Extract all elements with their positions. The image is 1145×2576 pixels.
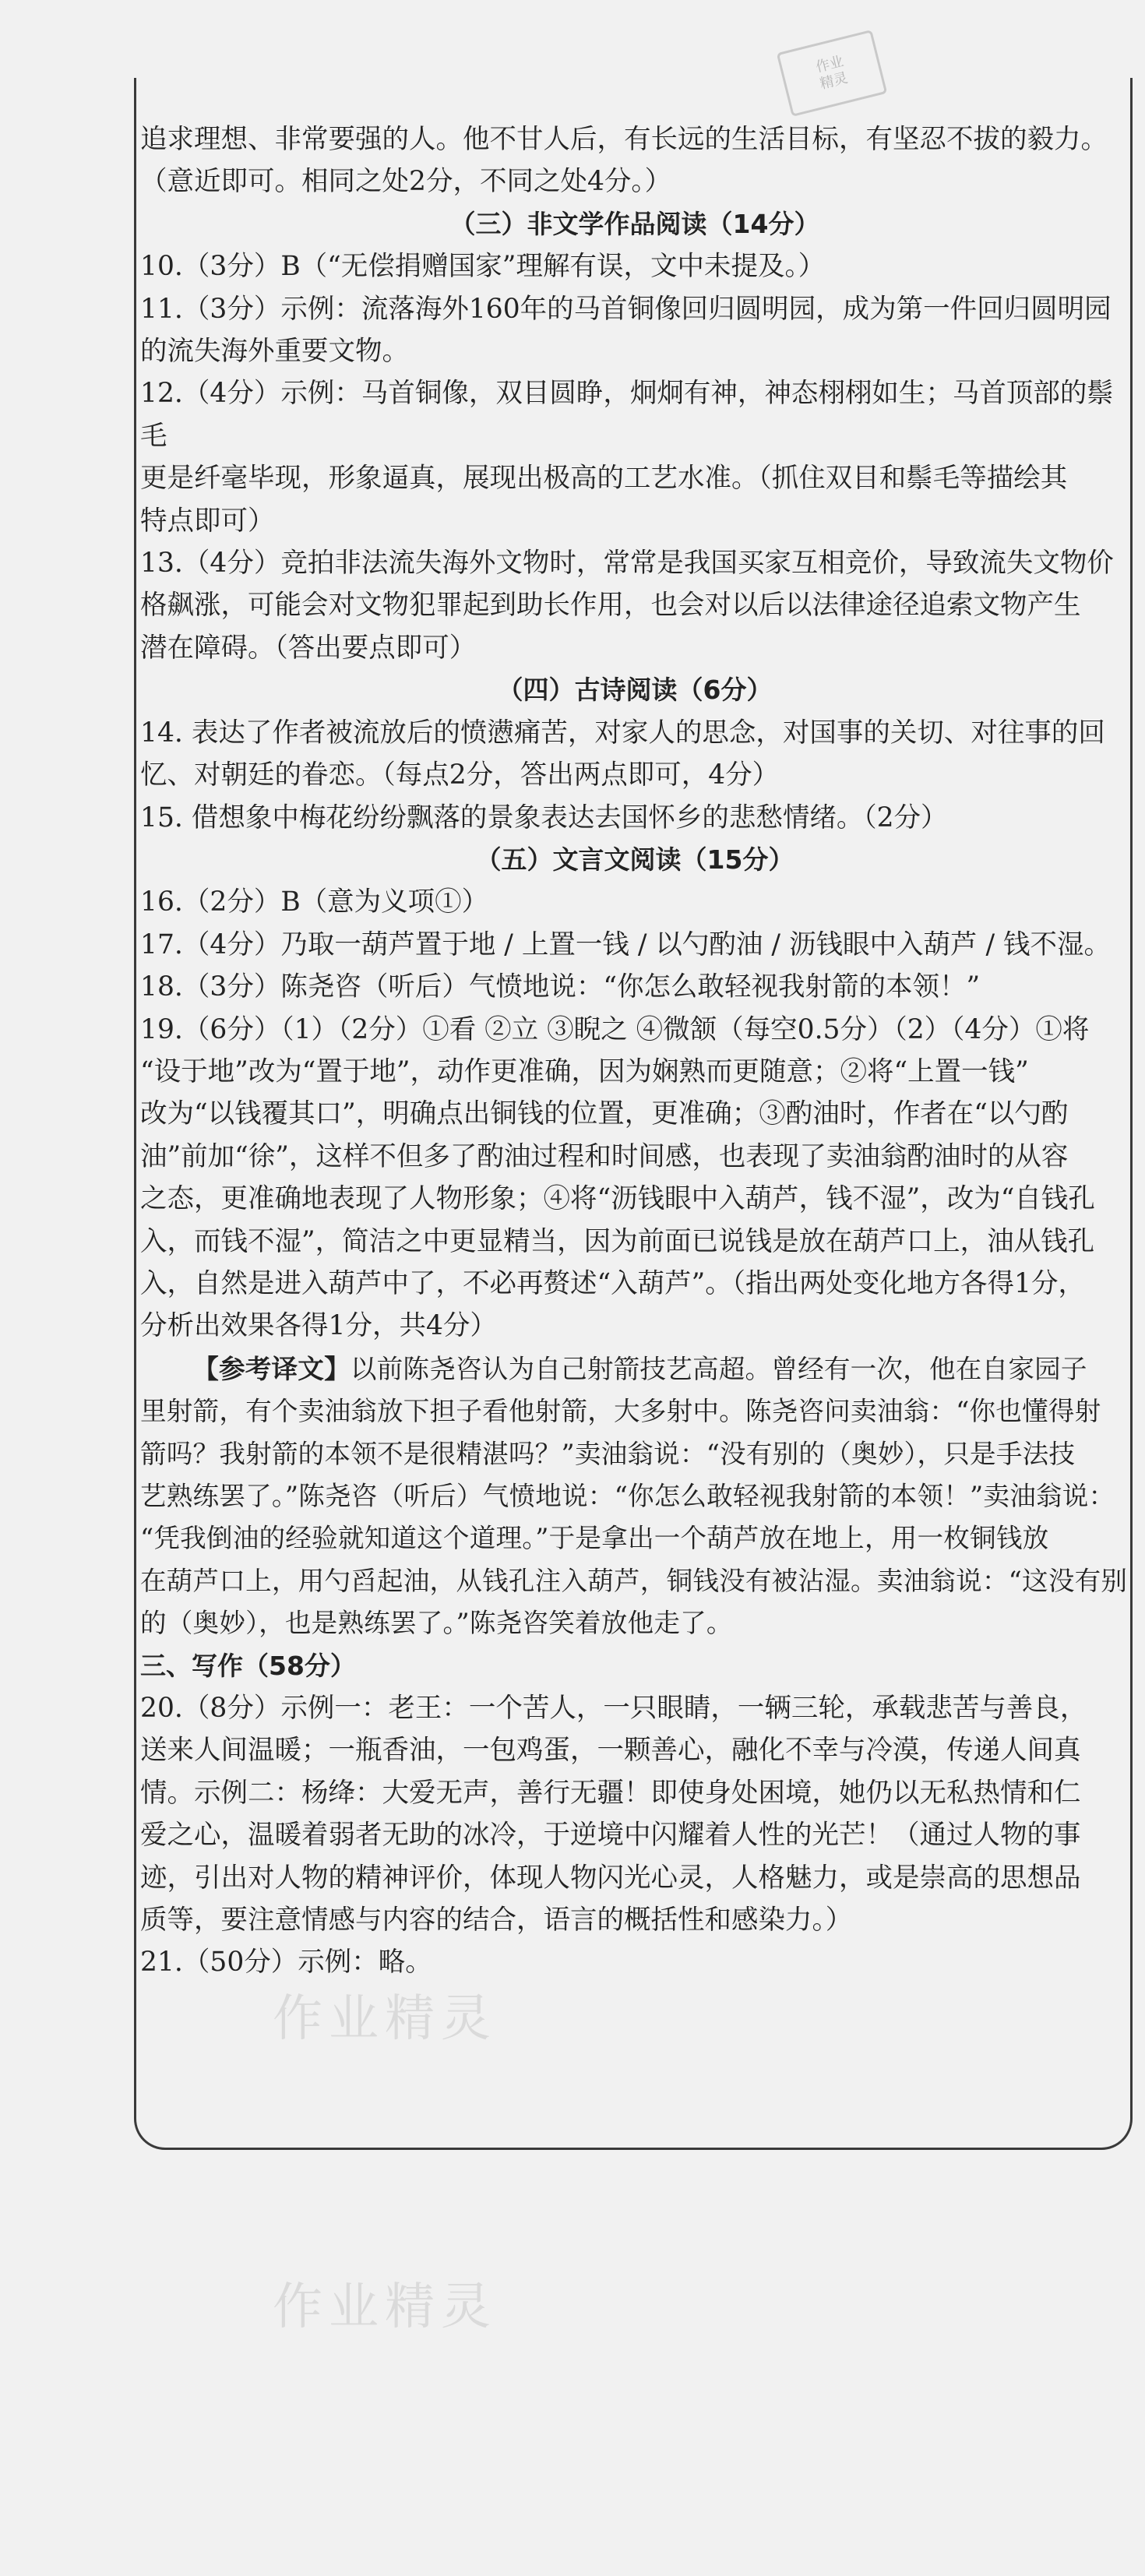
text-line: 之态，更准确地表现了人物形象；④将“沥钱眼中入葫芦，钱不湿”，改为“自钱孔 <box>140 1183 1095 1215</box>
translation-label: 【参考译文】 <box>192 1352 351 1384</box>
text-line: 格飙涨，可能会对文物犯罪起到助长作用，也会对以后以法律途径追索文物产生 <box>140 590 1081 622</box>
section-heading-3: （三）非文学作品阅读（14分） <box>449 208 820 239</box>
text-line: 分析出效果各得1分，共4分） <box>140 1310 497 1342</box>
section-heading-5: （五）文言文阅读（15分） <box>475 844 794 875</box>
text-line: “设于地”改为“置于地”，动作更准确，因为娴熟而更随意；②将“上置一钱” <box>140 1055 1029 1087</box>
translation-line <box>140 1348 1129 1390</box>
translation-text: 以前陈尧咨认为自己射箭技艺高超。曾经有一次，他在自家园子 <box>350 1353 1087 1384</box>
text-line: 忆、对朝廷的眷恋。（每点2分，答出两点即可，4分） <box>140 759 780 791</box>
text-line: 特点即可） <box>140 505 275 537</box>
translation-line: 里射箭，有个卖油翁放下担子看他射箭，大多射中。陈尧咨问卖油翁：“你也懂得射 <box>140 1396 1101 1427</box>
text-line: （意近即可。相同之处2分，不同之处4分。） <box>140 166 672 198</box>
text-line: 追求理想、非常要强的人。他不甘人后，有长远的生活目标，有坚忍不拔的毅力。 <box>140 124 1108 155</box>
translation-line: 的（奥妙），也是熟练罢了。”陈尧咨笑着放他走了。 <box>140 1608 733 1639</box>
text-line: 迹，引出对人物的精神评价，体现人物闪光心灵，人格魅力，或是崇高的思想品 <box>140 1862 1081 1894</box>
text-line: 情。示例二：杨绛：大爱无声，善行无疆！即使身处困境，她仍以无私热情和仁 <box>140 1777 1081 1809</box>
text-line: 送来人间温暖；一瓶香油，一包鸡蛋，一颗善心，融化不幸与冷漠，传递人间真 <box>140 1735 1081 1767</box>
translation-line: “凭我倒油的经验就知道这个道理。”于是拿出一个葫芦放在地上，用一枚铜钱放 <box>140 1523 1049 1554</box>
text-line: 入，自然是进入葫芦中了，不必再赘述“入葫芦”。（指出两处变化地方各得1分， <box>140 1267 1085 1299</box>
answer-14: 14. 表达了作者被流放后的愤懑痛苦，对家人的思念，对国事的关切、对往事的回 <box>140 717 1105 749</box>
text-line: 潜在障碍。（答出要点即可） <box>140 632 477 664</box>
watermark: 作业精灵 <box>273 2278 497 2336</box>
answer-17: 17.（4分）乃取一葫芦置于地 / 上置一钱 / 以勺酌油 / 沥钱眼中入葫芦 / 钱不湿。 <box>140 929 1112 960</box>
text-line: 的流失海外重要文物。 <box>140 336 409 368</box>
answer-16: 16.（2分）B（意为义项①） <box>140 886 489 918</box>
watermark: 作业精灵 <box>273 1990 497 2048</box>
answer-10: 10.（3分）B（“无偿捐赠国家”理解有误，文中未提及。） <box>140 251 826 283</box>
text-line: 改为“以钱覆其口”，明确点出铜钱的位置，更准确；③酌油时，作者在“以勺酌 <box>140 1098 1069 1130</box>
answer-21: 21.（50分）示例：略。 <box>140 1947 432 1979</box>
text-line: 质等，要注意情感与内容的结合，语言的概括性和感染力。） <box>140 1905 853 1936</box>
translation-line: 在葫芦口上，用勺舀起油，从钱孔注入葫芦，铜钱没有被沾湿。卖油翁说：“这没有别 <box>140 1565 1128 1596</box>
answer-19: 19.（6分）（1）（2分）①看 ②立 ③睨之 ④微颔（每空0.5分）（2）（4分）①将 <box>140 1013 1090 1045</box>
section-heading-writing: 三、写作（58分） <box>140 1650 356 1681</box>
answer-content <box>140 118 1129 1984</box>
answer-11: 11.（3分）示例：流落海外160年的马首铜像回归圆明园，成为第一件回归圆明园 <box>140 293 1112 325</box>
translation-line: 箭吗？我射箭的本领不是很精湛吗？”卖油翁说：“没有别的（奥妙），只是手法技 <box>140 1438 1076 1469</box>
text-line: 油”前加“徐”，这样不但多了酌油过程和时间感，也表现了卖油翁酌油时的从容 <box>140 1140 1069 1172</box>
stamp-line-2: 精灵 <box>818 69 850 93</box>
answer-12: 12.（4分）示例：马首铜像，双目圆睁，炯炯有神，神态栩栩如生；马首顶部的鬃毛 <box>140 378 1114 452</box>
text-line: 入，而钱不湿”，简洁之中更显精当，因为前面已说钱是放在葫芦口上，油从钱孔 <box>140 1225 1095 1257</box>
text-line: 爱之心，温暖着弱者无助的冰冷，于逆境中闪耀着人性的光芒！（通过人物的事 <box>140 1820 1081 1852</box>
answer-18: 18.（3分）陈尧咨（听后）气愤地说：“你怎么敢轻视我射箭的本领！” <box>140 971 981 1003</box>
section-heading-4: （四）古诗阅读（6分） <box>497 675 773 706</box>
translation-line: 艺熟练罢了。”陈尧咨（听后）气愤地说：“你怎么敢轻视我射箭的本领！”卖油翁说： <box>140 1481 1115 1511</box>
stamp-line-1: 作业 <box>814 53 846 76</box>
text-line: 更是纤毫毕现，形象逼真，展现出极高的工艺水准。（抓住双目和鬃毛等描绘其 <box>140 463 1068 495</box>
answer-13: 13.（4分）竞拍非法流失海外文物时，常常是我国买家互相竞价，导致流失文物价 <box>140 548 1114 580</box>
answer-15: 15. 借想象中梅花纷纷飘落的景象表达去国怀乡的悲愁情绪。（2分） <box>140 802 948 833</box>
answer-20: 20.（8分）示例一：老王：一个苦人，一只眼睛，一辆三轮，承载悲苦与善良， <box>140 1693 1087 1725</box>
